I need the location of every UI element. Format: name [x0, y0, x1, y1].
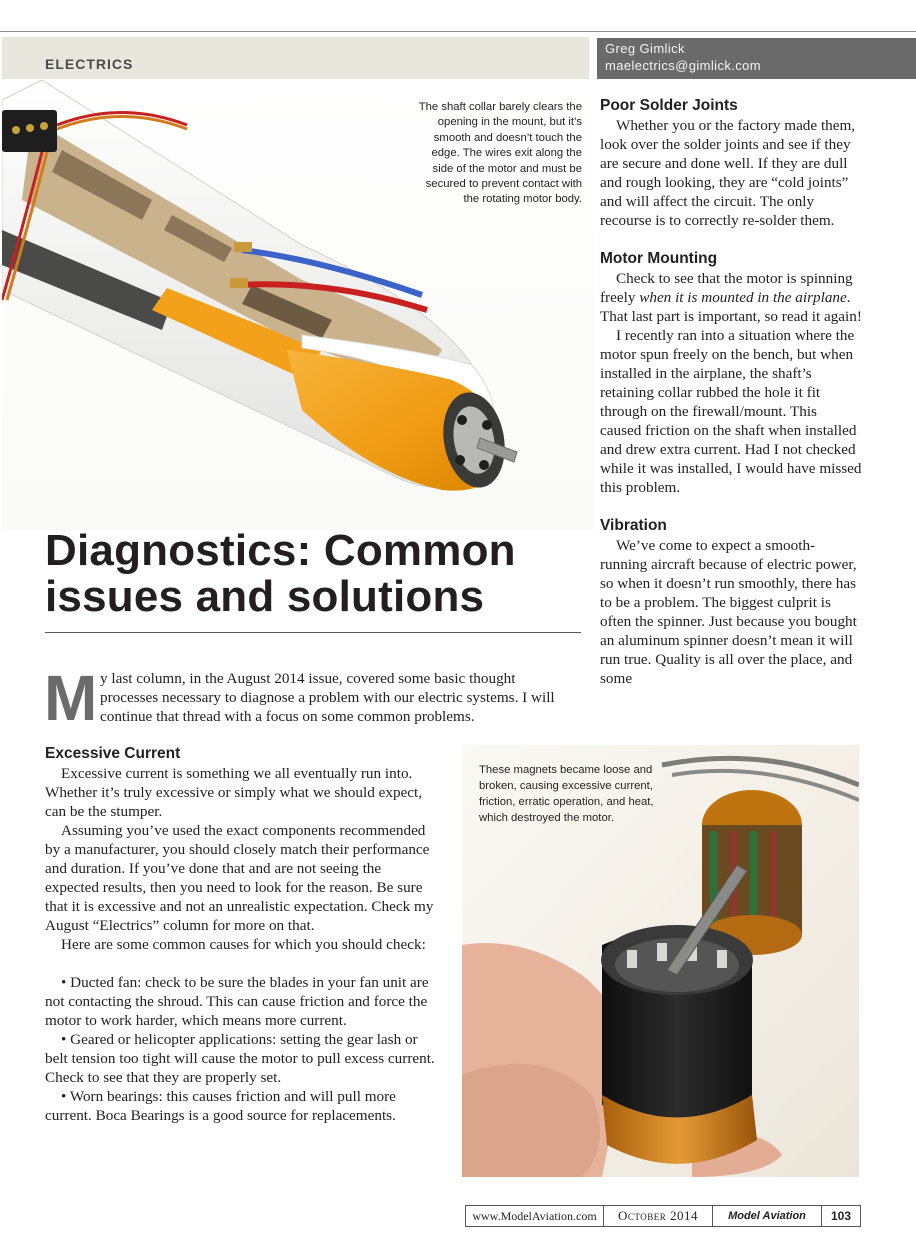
author-name: Greg Gimlick: [605, 41, 685, 56]
paragraph: Here are some common causes for which you should check:: [61, 936, 426, 953]
footer-issue: October 2014: [603, 1205, 713, 1227]
paragraph: Excessive current is something we all eventually run into. Whether it’s truly excessive or simply what we should expect, can be the stumper.: [45, 765, 423, 820]
section-heading-excessive-current: Excessive Current: [45, 745, 181, 762]
headline-line-2: issues and solutions: [45, 572, 485, 621]
section-heading-motor-mounting: Motor Mounting: [600, 250, 718, 267]
footer-page-number: 103: [821, 1205, 861, 1227]
intro-paragraph: [44, 662, 585, 734]
article-headline: [45, 528, 585, 620]
bullet-ducted-fan: • Ducted fan: check to be sure the blades in your fan unit are not contacting the shroud. This can cause friction and force the motor to work harder, which means more current.: [45, 974, 429, 1029]
section-label: ELECTRICS: [45, 56, 134, 72]
section-heading-poor-solder: Poor Solder Joints: [600, 97, 738, 114]
photo2-caption: These magnets became loose and broken, causing excessive current, friction, erratic operation, and heat, which destroyed the motor.: [479, 764, 654, 824]
right-column: [600, 96, 862, 688]
photo1-caption: The shaft collar barely clears the opening in the mount, but it’s smooth and doesn’t touch the edge. The wires exit along the side of the motor and must be secured to prevent contact with the rotating motor body.: [418, 101, 582, 206]
paragraph: I recently ran into a situation where the motor spun freely on the bench, but when installed in the airplane, the shaft’s retaining collar rubbed the hole it fit through on the firewall/mount. This caused friction on the shaft when installed and drew extra current. Had I not checked while it was installed, I would have missed this problem.: [600, 327, 862, 496]
paragraph: Assuming you’ve used the exact components recommended by a manufacturer, you should closely match their performance and duration. If you’ve done that and are not seeing the expected results, then you need to look for the reason. Be sure that it is excessive and not an unrealistic expectation. Check my August “Electrics” column for more on that.: [45, 822, 434, 934]
intro-line: continue that thread with a focus on some common problems.: [100, 708, 475, 725]
top-rule: [0, 31, 916, 32]
author-band: [597, 38, 916, 79]
drop-cap: M: [44, 662, 98, 734]
paragraph: Check to see that the motor is spinning freely when it is mounted in the airplane. That last part is important, so read it again!: [600, 270, 862, 325]
paragraph: Whether you or the factory made them, look over the solder joints and see if they are secure and done well. If they are dull and rough looking, they are “cold joints” and will affect the circuit. The only recourse is to correctly re-solder them.: [600, 117, 856, 229]
footer-magazine: Model Aviation: [712, 1205, 822, 1227]
emphasis: when it is mounted in the airplane: [639, 289, 847, 306]
bullet-worn-bearings: • Worn bearings: this causes friction and will pull more current. Boca Bearings is a good source for replacements.: [45, 1088, 396, 1124]
paragraph: We’ve come to expect a smooth-running aircraft because of electric power, so when it doesn’t run smoothly, there has to be a problem. The biggest culprit is often the spinner. Just because you bought an aluminum spinner doesn’t mean it will run true. Quality is all over the place, and some: [600, 537, 857, 687]
author-email[interactable]: maelectrics@gimlick.com: [605, 58, 762, 73]
bullet-geared: • Geared or helicopter applications: setting the gear lash or belt tension too tight will cause the motor to pull excess current. Check to see that they are properly set.: [45, 1031, 435, 1086]
left-column: [45, 744, 437, 1125]
section-heading-vibration: Vibration: [600, 517, 667, 534]
intro-line: y last column, in the August 2014 issue, covered some basic thought: [100, 670, 516, 687]
footer-website[interactable]: www.ModelAviation.com: [465, 1205, 604, 1227]
spacer: [45, 954, 437, 973]
headline-line-1: Diagnostics: Common: [45, 526, 516, 575]
headline-rule: [45, 632, 581, 633]
intro-line: processes necessary to diagnose a problem with our electric systems. I will: [100, 689, 555, 706]
